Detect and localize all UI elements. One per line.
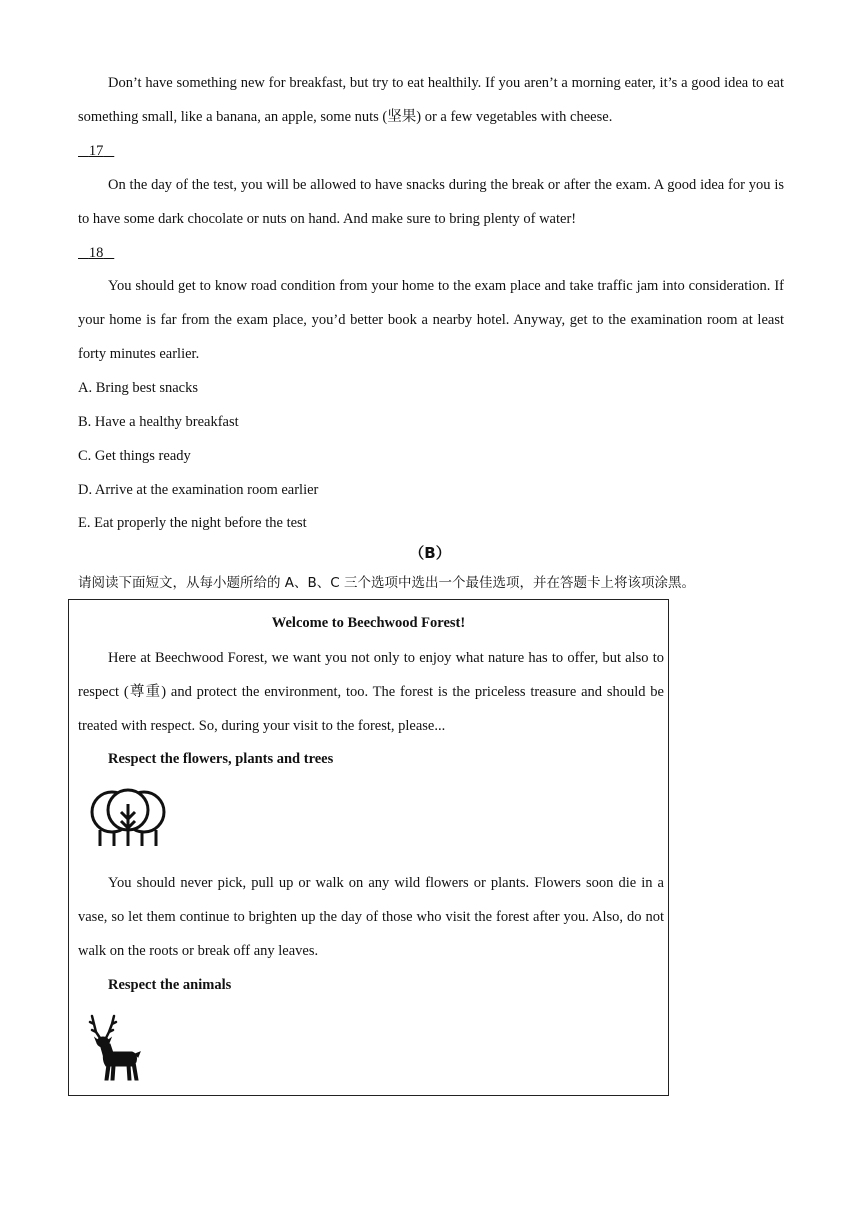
option-e: E. Eat properly the night before the test (78, 515, 307, 531)
plants-heading: Respect the flowers, plants and trees (108, 751, 334, 767)
notice-title: Welcome to Beechwood Forest! (271, 615, 466, 631)
paragraph-breakfast: Don’t have something new for breakfast, but try to eat healthily. If you aren’t a morning eater, it’s a good idea to eat something small, like a banana, an apple, some nuts (坚果) or a few vegetables with cheese. (78, 75, 784, 125)
trees-icon (88, 788, 168, 850)
blank-17: 17 (88, 143, 104, 159)
option-c: C. Get things ready (78, 448, 191, 464)
blank-18: 18 (88, 245, 104, 261)
paragraph-road: You should get to know road condition from your home to the exam place and take traffic jam into consideration. If your home is far from the exam place, you’d better book a nearby hotel. Anyway, get to the examination room at least forty minutes earlier. (78, 278, 784, 362)
section-b-instruction: 请阅读下面短文，从每小题所给的 A、B、C 三个选项中选出一个最佳选项，并在答题卡上将该项涂黑。 (78, 575, 696, 591)
paragraph-snacks: On the day of the test, you will be allowed to have snacks during the break or after the exam. A good idea for you is to have some dark chocolate or nuts on hand. And make sure to bring plenty of water! (78, 177, 784, 227)
notice-intro: Here at Beechwood Forest, we want you not only to enjoy what nature has to offer, but also to respect (尊重) and protect the environment, too. The forest is the priceless treasure and should be treated with respect. So, during your visit to the forest, please... (78, 650, 664, 734)
section-b-heading: （B） (409, 544, 451, 562)
option-a: A. Bring best snacks (78, 380, 199, 396)
option-b: B. Have a healthy breakfast (78, 414, 239, 430)
option-d: D. Arrive at the examination room earlier (78, 482, 319, 498)
plants-text: You should never pick, pull up or walk on any wild flowers or plants. Flowers soon die in a vase, so let them continue to brighten up the day of those who visit the forest after you. Also, do not walk on the roots or break off any leaves. (78, 875, 664, 959)
animals-heading: Respect the animals (108, 977, 232, 993)
deer-icon (80, 1010, 144, 1084)
